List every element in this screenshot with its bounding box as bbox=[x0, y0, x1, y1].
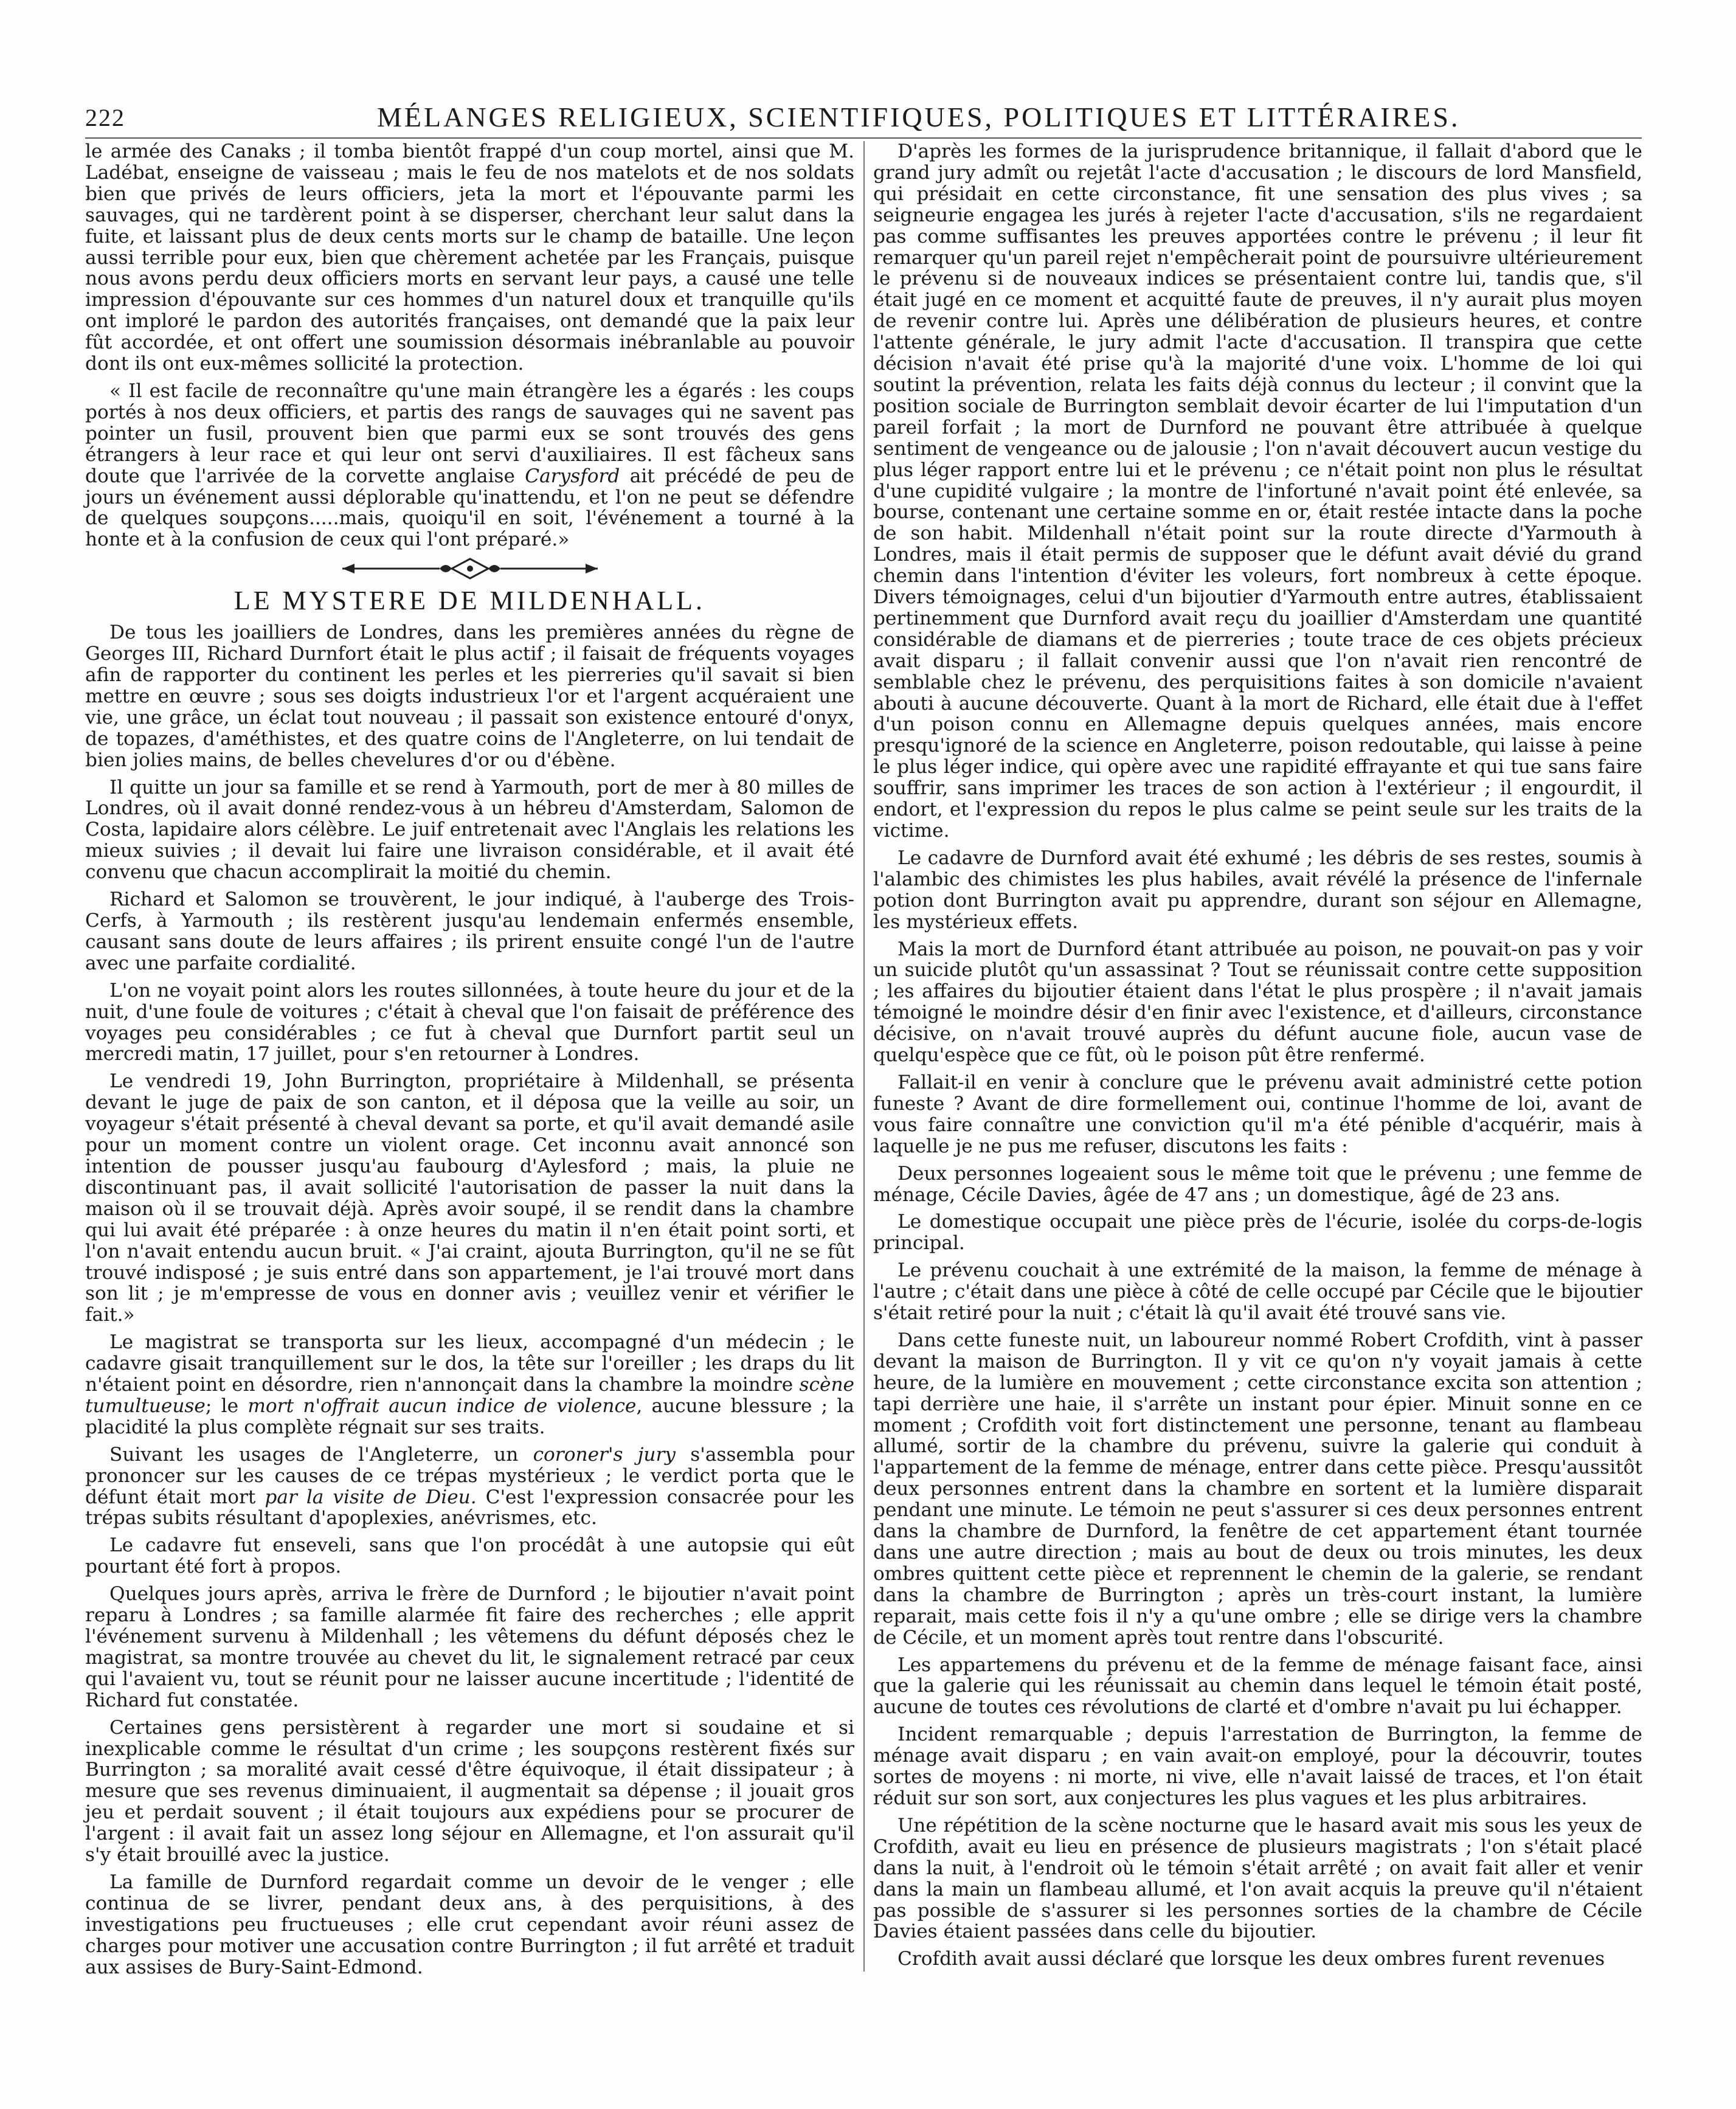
paragraph: Fallait-il en venir à conclure que le prévenu avait administré cette potion funeste ? Avant de dire formellement oui, continue l'homme de loi, avant de vous faire connaître une conviction qu'il m'a été pénible d'acquérir, mais à laquelle je ne pus me refuser, discutons les faits : bbox=[873, 1071, 1642, 1157]
paragraph: Il quitte un jour sa famille et se rend à Yarmouth, port de mer à 80 milles de Londres, où il avait donné rendez-vous à un hébreu d'Amsterdam, Salomon de Costa, lapidaire alors célèbre. Le juif entretenait avec l'Anglais les relations les mieux suivies ; il devait lui faire une livraison considérable, et il avait été convenu que chacun accomplirait la moitié du chemin. bbox=[85, 776, 854, 884]
right-column bbox=[873, 141, 1642, 1976]
paragraph: Le domestique occupait une pièce près de l'écurie, isolée du corps-de-logis principal. bbox=[873, 1211, 1642, 1255]
paragraph: Le cadavre fut enseveli, sans que l'on procédât à une autopsie qui eût pourtant été fort à propos. bbox=[85, 1534, 854, 1578]
paragraph: Incident remarquable ; depuis l'arrestation de Burrington, la femme de ménage avait disparu ; en vain avait-on employé, pour la découvrir, toutes sortes de moyens : ni morte, ni vive, elle n'avait laissé de traces, et l'on était réduit sur son sort, aux conjectures les plus vagues et les plus arbitraires. bbox=[873, 1723, 1642, 1809]
paragraph: Mais la mort de Durnford étant attribuée au poison, ne pouvait-on pas y voir un suicide plutôt qu'un assassinat ? Tout se réunissait contre cette supposition ; les affaires du bijoutier étaient dans l'état le plus prospère ; il n'avait jamais témoigné le moindre désir d'en finir avec l'existence, et d'ailleurs, circonstance décisive, on n'avait trouvé auprès du défunt aucune fiole, aucun vase de quelqu'espèce que ce fût, où le poison pût être renfermé. bbox=[873, 938, 1642, 1067]
ship-name: Carysford bbox=[525, 465, 620, 487]
paragraph: Richard et Salomon se trouvèrent, le jour indiqué, à l'auberge des Trois-Cerfs, à Yarmouth ; ils restèrent jusqu'au lendemain enfermés ensemble, causant sans doute de leurs affaires ; ils prirent ensuite congé l'un de l'autre avec une parfaite cordialité. bbox=[85, 888, 854, 974]
paragraph: Crofdith avait aussi déclaré que lorsque les deux ombres furent revenues bbox=[897, 1948, 1605, 1970]
paragraph: Quelques jours après, arriva le frère de Durnford ; le bijoutier n'avait point reparu à Londres ; sa famille alarmée fit faire des recherches ; elle apprit l'événement survenu à Mildenhall ; les vêtemens du défunt déposés chez le magistrat, sa montre trouvée au chevet du lit, le signalement retracé par ceux qui l'avaient vu, tout se réunit pour ne laisser aucune incertitude ; l'identité de Richard fut constatée. bbox=[85, 1583, 854, 1711]
paragraph: le armée des Canaks ; il tomba bientôt frappé d'un coup mortel, ainsi que M. Ladébat, enseigne de vaisseau ; mais le feu de nos matelots et de nos soldats bien que privés de leurs officiers, jeta la mort et l'épouvante parmi les sauvages, qui ne tardèrent point à se disperser, cherchant leur salut dans la fuite, et laissant plus de deux cents morts sur le champ de bataille. Une leçon aussi terrible pour eux, bien que chèrement achetée par les Français, puisque nous avons perdu deux officiers morts en servant leur pays, a causé une telle impression d'épouvante sur ces hommes d'un naturel doux et tranquille qu'ils ont imploré le pardon des autorités françaises, ont demandé que la paix leur fût accordée, et ont offert une soumission désormais inébranlable au pouvoir dont ils ont eux-mêmes sollicité la protection. bbox=[85, 140, 854, 375]
paragraph: Certaines gens persistèrent à regarder une mort si soudaine et si inexplicable comme le résultat d'un crime ; les soupçons restèrent fixés sur Burrington ; sa moralité avait cessé d'être équivoque, il était dissipateur ; à mesure que ses revenus diminuaient, il augmentait sa dépense ; il jouait gros jeu et perdait souvent ; il était toujours aux expédiens pour se procurer de l'argent : il avait fait un assez long séjour en Allemagne, et l'on assurait qu'il s'y était brouillé avec la justice. bbox=[85, 1716, 854, 1866]
paragraph: L'on ne voyait point alors les routes sillonnées, à toute heure du jour et de la nuit, d'une foule de voitures ; c'était à cheval que l'on faisait de préférence des voyages peu considérables ; ce fut à cheval que Durnfort partit seul un mercredi matin, 17 juillet, pour s'en retourner à Londres. bbox=[85, 979, 854, 1065]
paragraph: « Il est facile de reconnaître qu'une main étrangère les a égarés : les coups portés à nos deux officiers, et partis des rangs de sauvages qui ne savent pas pointer un fusil, prouvent bien que parmi eux se sont trouvés des gens étrangers à leur race et qui leur ont servi d'auxiliaires. Il est fâcheux sans doute que l'arrivée de la corvette anglaise Carysford ait précédé de peu de jours un événement aussi déplorable qu'inattendu, et l'on ne peut se défendre de quelques soupçons.....mais, quoiqu'il en soit, l'événement a tourné à la honte et à la confusion de ceux qui l'ont préparé.» bbox=[85, 379, 854, 551]
ornament-icon bbox=[336, 556, 604, 581]
paragraph: Dans cette funeste nuit, un laboureur nommé Robert Crofdith, vint à passer devant la maison de Burrington. Il y vit ce qu'on n'y voyait jamais à cette heure, de la lumière en mouvement ; cette circonstance excita son attention ; tapi derrière une haie, il s'arrête un instant pour épier. Minuit sonne en ce moment ; Crofdith voit fort distinctement une personne, tenant au flambeau allumé, sortir de la chambre du prévenu, suivre la galerie qui conduit à l'appartement de la femme de ménage, entrer dans cette pièce. Presqu'aussitôt deux personnes entrent dans la chambre en sortent et la lumière disparait pendant une minute. Le témoin ne peut s'assurer si ces deux personnes entrent dans la chambre de Durnford, la fenêtre de cet appartement étant tournée dans une autre direction ; mais au bout de deux ou trois minutes, les deux ombres quittent cette pièce et reprennent le chemin de la galerie, se rendant dans la chambre de Burrington ; après un très-court instant, la lumière reparait, mais cette fois il n'y a qu'une ombre ; elle se dirige vers la chambre de Cécile, et un moment après tout rentre dans l'obscurité. bbox=[873, 1329, 1642, 1649]
paragraph: De tous les joailliers de Londres, dans les premières années du règne de Georges III, Richard Durnfort était le plus actif ; il faisait de fréquents voyages afin de rapporter du continent les perles et les pierreries qu'il savait si bien mettre en œuvre ; sous ses doigts industrieux l'or et l'argent acquéraient une vie, une grâce, un éclat tout nouveau ; il passait son existence entouré d'onyx, de topazes, d'améthistes, et des quatre coins de l'Angleterre, on lui tendait de bien jolies mains, de belles chevelures d'or ou d'ébène. bbox=[85, 622, 854, 771]
paragraph: Une répétition de la scène nocturne que le hasard avait mis sous les yeux de Crofdith, avait eu lieu en présence de plusieurs magistrats ; l'on s'était placé dans la nuit, à l'endroit où le témoin s'était arrêté ; on avait fait aller et venir dans la main un flambeau allumé, et l'on avait acquis la preuve qu'il n'étaient pas possible de s'assurer si les personnes sorties de la chambre de Cécile Davies étaient passées dans celle du bijoutier. bbox=[873, 1814, 1642, 1943]
paragraph: Suivant les usages de l'Angleterre, un coroner's jury s'assembla pour prononcer sur les causes de ce trépas mystérieux ; le verdict porta que le défunt était mort par la visite de Dieu. C'est l'expression consacrée pour les trépas subits résultant d'apoplexies, anévrismes, etc. bbox=[85, 1443, 855, 1529]
paragraph: La famille de Durnford regardait comme un devoir de le venger ; elle continua de se livrer, pendant deux ans, à des perquisitions, à des investigations peu fructueuses ; elle crut cependant avoir réuni assez de charges pour motiver une accusation contre Burrington ; il fut arrêté et traduit aux assises de Bury-Saint-Edmond. bbox=[85, 1871, 854, 1978]
page-number: 222 bbox=[85, 104, 125, 131]
paragraph: Les appartemens du prévenu et de la femme de ménage faisant face, ainsi que la galerie qui les réunissait au chemin dans lequel le témoin était posté, aucune de toutes ces révolutions de clarté et d'ombre n'avait pu lui échapper. bbox=[873, 1654, 1642, 1719]
header-rule bbox=[85, 137, 1642, 139]
ornament-divider bbox=[85, 556, 854, 581]
running-title: MÉLANGES RELIGIEUX, SCIENTIFIQUES, POLITIQUES ET LITTÉRAIRES. bbox=[377, 102, 1461, 133]
paragraph: Deux personnes logeaient sous le même toit que le prévenu ; une femme de ménage, Cécile Davies, âgée de 47 ans ; un domestique, âgé de 23 ans. bbox=[873, 1162, 1642, 1206]
section-title: LE MYSTERE DE MILDENHALL. bbox=[233, 586, 706, 616]
paragraph: Le cadavre de Durnford avait été exhumé ; les débris de ses restes, soumis à l'alambic des chimistes les plus habiles, avait révélé la présence de l'infernale potion dont Burrington avait pu apprendre, durant son séjour en Allemagne, les mystérieux effets. bbox=[873, 847, 1642, 933]
paragraph: Le magistrat se transporta sur les lieux, accompagné d'un médecin ; le cadavre gisait tranquillement sur le dos, la tête sur l'oreiller ; les draps du lit n'étaient point en désordre, rien n'annonçait dans la chambre la moindre scène tumultueuse; le mort n'offrait aucun indice de violence, aucune blessure ; la placidité la plus complète régnait sur ses traits. bbox=[85, 1331, 854, 1438]
paragraph: D'après les formes de la jurisprudence britannique, il fallait d'abord que le grand jury admît ou rejetât l'acte d'accusation ; le discours de lord Mansfield, qui présidait en cette circonstance, fit une sensation des plus vives ; sa seigneurie engagea les jurés à rejeter l'acte d'accusation, s'ils ne regardaient pas comme suffisantes les preuves apportées contre le prévenu ; il leur fit remarquer qu'un pareil rejet n'empêcherait point de poursuivre ultérieurement le prévenu si de nouveaux indices se présentaient contre lui, tandis que, s'il était jugé en ce moment et acquitté faute de preuves, il n'y aurait plus moyen de revenir contre lui. Après une délibération de plusieurs heures, et contre l'attente générale, le jury admit l'acte d'accusation. Il transpira que cette décision n'avait été prise qu'à la majorité d'une voix. L'homme de loi qui soutint la prévention, relata les faits déjà connus du lecteur ; il convint que la position sociale de Burrington semblait devoir écarter de lui l'imputation d'un pareil forfait ; la mort de Durnford ne pouvant être attribuée à quelque sentiment de vengeance ou de jalousie ; l'on n'avait découvert aucun vestige du plus léger rapport entre lui et le prévenu ; ce n'était point non plus le résultat d'une cupidité vulgaire ; la montre de l'infortuné n'avait point été enlevée, sa bourse, contenant une certaine somme en or, était restée intacte dans la poche de son habit. Mildenhall n'était point sur la route directe d'Yarmouth à Londres, mais il était permis de supposer que le défunt avait dévié du grand chemin dans l'intention d'éviter les voleurs, fort nombreux à cette époque. Divers témoignages, celui d'un bijoutier d'Yarmouth entre autres, établissaient pertinemment que Durnford avait reçu du joaillier d'Amsterdam une quantité considérable de diamans et de pierreries ; toute trace de ces objets précieux avait disparu ; il fallait convenir aussi que l'on n'avait rien rencontré de semblable chez le prévenu, des perquisitions faites à son domicile n'avaient abouti à aucune découverte. Quant à la mort de Richard, elle était due à l'effet d'un poison connu en Allemagne depuis quelques années, mais encore presqu'ignoré de la science en Angleterre, poison redoutable, qui laisse à peine le plus léger indice, qui opère avec une rapidité effrayante et qui tue sans faire souffrir, sans imprimer les traces de son action à l'extérieur ; il engourdit, il endort, et l'expression du repos le plus calme se peint seule sur les traits de la victime. bbox=[873, 140, 1642, 842]
left-column bbox=[85, 141, 854, 1984]
column-divider bbox=[863, 141, 865, 1972]
paragraph: Le prévenu couchait à une extrémité de la maison, la femme de ménage à l'autre ; c'était dans une pièce à côté de celle occupé par Cécile que le bijoutier s'était retiré pour la nuit ; c'était là qu'il avait été trouvé sans vie. bbox=[873, 1259, 1642, 1325]
paragraph: Le vendredi 19, John Burrington, propriétaire à Mildenhall, se présenta devant le juge de paix de son canton, et il déposa que la veille au soir, un voyageur s'était présenté à cheval devant sa porte, et qu'il avait demandé asile pour un moment contre un violent orage. Cet inconnu avait annoncé son intention de pousser jusqu'au faubourg d'Aylesford ; mais, la pluie ne discontinuant pas, il avait sollicité l'autorisation de passer la nuit dans la maison où il se trouvait déjà. Après avoir soupé, il se rendit dans la chambre qui lui avait été préparée : à onze heures du matin il n'en était point sorti, et l'on n'avait entendu aucun bruit. « J'ai craint, ajouta Burrington, qu'il ne se fût trouvé indisposé ; je suis entré dans son appartement, je l'ai trouvé mort dans son lit ; je m'empresse de vous en donner avis ; veuillez venir et vérifier le fait.» bbox=[85, 1070, 854, 1326]
